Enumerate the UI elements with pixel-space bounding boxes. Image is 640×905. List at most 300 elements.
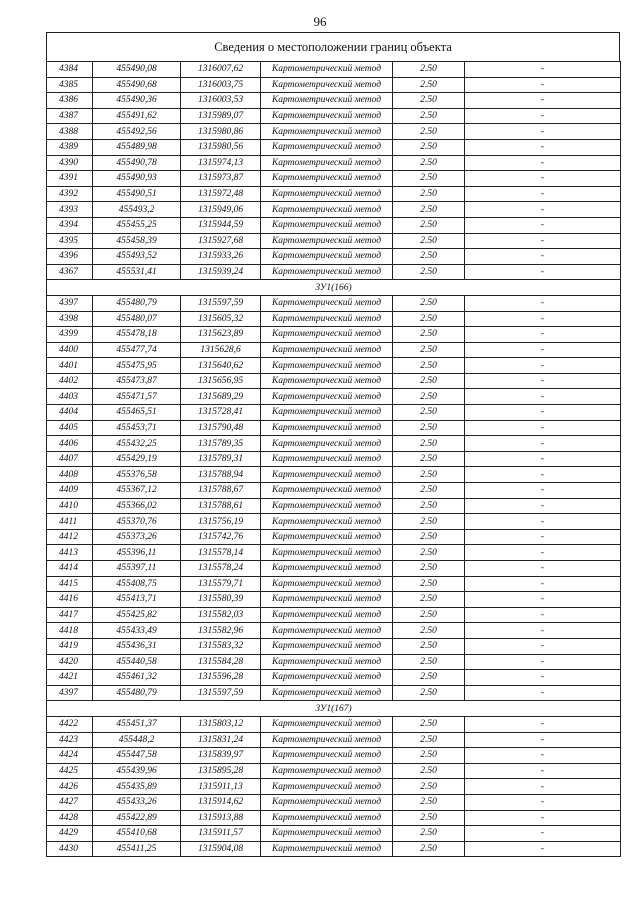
cell-coordinate-x: 455465,51 <box>93 405 181 421</box>
cell-accuracy: 2.50 <box>393 841 465 857</box>
cell-accuracy: 2.50 <box>393 77 465 93</box>
cell-method: Картометрический метод <box>261 420 393 436</box>
cell-point-number: 4425 <box>47 763 93 779</box>
cell-accuracy: 2.50 <box>393 124 465 140</box>
cell-coordinate-x: 455489,98 <box>93 139 181 155</box>
cell-accuracy: 2.50 <box>393 342 465 358</box>
table-row <box>47 186 621 202</box>
cell-accuracy: 2.50 <box>393 732 465 748</box>
cell-method: Картометрический метод <box>261 327 393 343</box>
cell-point-number: 4411 <box>47 514 93 530</box>
table-row <box>47 638 621 654</box>
cell-method: Картометрический метод <box>261 451 393 467</box>
cell-point-number: 4387 <box>47 108 93 124</box>
cell-coordinate-y: 1315790,48 <box>181 420 261 436</box>
coordinates-table-body <box>47 62 621 857</box>
cell-point-number: 4428 <box>47 810 93 826</box>
table-row <box>47 779 621 795</box>
cell-point-number: 4403 <box>47 389 93 405</box>
cell-method: Картометрический метод <box>261 841 393 857</box>
cell-description: - <box>465 498 621 514</box>
cell-description: - <box>465 685 621 701</box>
cell-coordinate-x: 455432,25 <box>93 436 181 452</box>
cell-accuracy: 2.50 <box>393 638 465 654</box>
cell-description: - <box>465 139 621 155</box>
table-row <box>47 592 621 608</box>
cell-accuracy: 2.50 <box>393 420 465 436</box>
cell-coordinate-x: 455490,51 <box>93 186 181 202</box>
cell-description: - <box>465 373 621 389</box>
table-row <box>47 62 621 78</box>
cell-accuracy: 2.50 <box>393 108 465 124</box>
cell-accuracy: 2.50 <box>393 264 465 280</box>
cell-coordinate-x: 455480,79 <box>93 295 181 311</box>
cell-point-number: 4388 <box>47 124 93 140</box>
table-row <box>47 810 621 826</box>
coordinates-table <box>46 61 621 857</box>
cell-accuracy: 2.50 <box>393 249 465 265</box>
cell-point-number: 4394 <box>47 217 93 233</box>
cell-point-number: 4410 <box>47 498 93 514</box>
table-row <box>47 826 621 842</box>
cell-coordinate-x: 455396,11 <box>93 545 181 561</box>
cell-method: Картометрический метод <box>261 358 393 374</box>
cell-description: - <box>465 155 621 171</box>
cell-description: - <box>465 826 621 842</box>
cell-coordinate-x: 455491,62 <box>93 108 181 124</box>
cell-method: Картометрический метод <box>261 139 393 155</box>
cell-description: - <box>465 342 621 358</box>
cell-point-number: 4416 <box>47 592 93 608</box>
cell-accuracy: 2.50 <box>393 139 465 155</box>
cell-description: - <box>465 202 621 218</box>
cell-point-number: 4413 <box>47 545 93 561</box>
cell-point-number: 4406 <box>47 436 93 452</box>
cell-coordinate-x: 455451,37 <box>93 716 181 732</box>
cell-point-number: 4385 <box>47 77 93 93</box>
cell-point-number: 4398 <box>47 311 93 327</box>
cell-coordinate-x: 455480,79 <box>93 685 181 701</box>
cell-coordinate-y: 1315949,06 <box>181 202 261 218</box>
cell-accuracy: 2.50 <box>393 155 465 171</box>
cell-description: - <box>465 217 621 233</box>
cell-accuracy: 2.50 <box>393 670 465 686</box>
cell-point-number: 4423 <box>47 732 93 748</box>
cell-coordinate-x: 455376,58 <box>93 467 181 483</box>
cell-coordinate-y: 1315789,35 <box>181 436 261 452</box>
cell-accuracy: 2.50 <box>393 545 465 561</box>
cell-description: - <box>465 810 621 826</box>
cell-description: - <box>465 233 621 249</box>
cell-coordinate-x: 455366,02 <box>93 498 181 514</box>
cell-description: - <box>465 483 621 499</box>
cell-coordinate-y: 1315756,19 <box>181 514 261 530</box>
cell-point-number: 4418 <box>47 623 93 639</box>
cell-coordinate-y: 1315939,24 <box>181 264 261 280</box>
cell-description: - <box>465 748 621 764</box>
cell-point-number: 4430 <box>47 841 93 857</box>
cell-coordinate-y: 1315803,12 <box>181 716 261 732</box>
cell-point-number: 4367 <box>47 264 93 280</box>
table-row <box>47 514 621 530</box>
cell-coordinate-x: 455490,36 <box>93 93 181 109</box>
cell-coordinate-x: 455471,57 <box>93 389 181 405</box>
cell-coordinate-y: 1315904,08 <box>181 841 261 857</box>
cell-method: Картометрический метод <box>261 233 393 249</box>
cell-coordinate-x: 455411,25 <box>93 841 181 857</box>
cell-coordinate-x: 455436,31 <box>93 638 181 654</box>
cell-description: - <box>465 732 621 748</box>
cell-point-number: 4384 <box>47 62 93 78</box>
cell-coordinate-x: 455490,78 <box>93 155 181 171</box>
cell-accuracy: 2.50 <box>393 186 465 202</box>
cell-coordinate-y: 1315640,62 <box>181 358 261 374</box>
cell-point-number: 4395 <box>47 233 93 249</box>
table-row <box>47 108 621 124</box>
cell-point-number: 4412 <box>47 529 93 545</box>
cell-method: Картометрический метод <box>261 794 393 810</box>
cell-coordinate-y: 1315605,32 <box>181 311 261 327</box>
cell-accuracy: 2.50 <box>393 311 465 327</box>
cell-method: Картометрический метод <box>261 124 393 140</box>
cell-point-number: 4391 <box>47 171 93 187</box>
cell-description: - <box>465 249 621 265</box>
table-row <box>47 670 621 686</box>
cell-point-number: 4397 <box>47 685 93 701</box>
cell-coordinate-x: 455367,12 <box>93 483 181 499</box>
cell-method: Картометрический метод <box>261 670 393 686</box>
cell-description: - <box>465 779 621 795</box>
cell-method: Картометрический метод <box>261 748 393 764</box>
cell-point-number: 4427 <box>47 794 93 810</box>
page-number: 96 <box>313 14 327 29</box>
table-row <box>47 155 621 171</box>
cell-method: Картометрический метод <box>261 62 393 78</box>
table-row <box>47 124 621 140</box>
cell-method: Картометрический метод <box>261 576 393 592</box>
table-row <box>47 529 621 545</box>
cell-coordinate-y: 1315927,68 <box>181 233 261 249</box>
cell-method: Картометрический метод <box>261 342 393 358</box>
cell-accuracy: 2.50 <box>393 716 465 732</box>
cell-description: - <box>465 62 621 78</box>
cell-coordinate-y: 1315656,95 <box>181 373 261 389</box>
cell-description: - <box>465 654 621 670</box>
cell-accuracy: 2.50 <box>393 389 465 405</box>
cell-description: - <box>465 171 621 187</box>
cell-coordinate-x: 455475,95 <box>93 358 181 374</box>
cell-coordinate-y: 1315980,56 <box>181 139 261 155</box>
cell-method: Картометрический метод <box>261 826 393 842</box>
cell-coordinate-y: 1315584,28 <box>181 654 261 670</box>
cell-point-number: 4389 <box>47 139 93 155</box>
cell-method: Картометрический метод <box>261 638 393 654</box>
cell-coordinate-x: 455458,39 <box>93 233 181 249</box>
section-label: ЗУ1(167) <box>47 701 621 717</box>
cell-coordinate-x: 455433,49 <box>93 623 181 639</box>
cell-description: - <box>465 436 621 452</box>
cell-coordinate-x: 455429,19 <box>93 451 181 467</box>
cell-method: Картометрический метод <box>261 483 393 499</box>
cell-accuracy: 2.50 <box>393 592 465 608</box>
cell-point-number: 4405 <box>47 420 93 436</box>
cell-description: - <box>465 670 621 686</box>
table-title: Сведения о местоположении границ объекта <box>46 32 620 61</box>
cell-method: Картометрический метод <box>261 607 393 623</box>
table-row <box>47 451 621 467</box>
cell-coordinate-x: 455425,82 <box>93 607 181 623</box>
cell-description: - <box>465 389 621 405</box>
cell-coordinate-x: 455435,89 <box>93 779 181 795</box>
cell-coordinate-x: 455448,2 <box>93 732 181 748</box>
cell-method: Картометрический метод <box>261 529 393 545</box>
cell-coordinate-x: 455461,32 <box>93 670 181 686</box>
table-row <box>47 202 621 218</box>
cell-coordinate-y: 1315944,59 <box>181 217 261 233</box>
cell-coordinate-x: 455480,07 <box>93 311 181 327</box>
cell-coordinate-y: 1315788,61 <box>181 498 261 514</box>
cell-coordinate-x: 455478,18 <box>93 327 181 343</box>
cell-accuracy: 2.50 <box>393 748 465 764</box>
cell-point-number: 4421 <box>47 670 93 686</box>
cell-coordinate-y: 1315582,03 <box>181 607 261 623</box>
cell-coordinate-y: 1315579,71 <box>181 576 261 592</box>
cell-coordinate-y: 1315578,24 <box>181 561 261 577</box>
cell-method: Картометрический метод <box>261 405 393 421</box>
cell-accuracy: 2.50 <box>393 171 465 187</box>
table-row <box>47 841 621 857</box>
cell-coordinate-y: 1315972,48 <box>181 186 261 202</box>
table-row <box>47 373 621 389</box>
cell-method: Картометрический метод <box>261 592 393 608</box>
table-row <box>47 436 621 452</box>
cell-description: - <box>465 420 621 436</box>
cell-accuracy: 2.50 <box>393 405 465 421</box>
cell-point-number: 4401 <box>47 358 93 374</box>
table-row <box>47 342 621 358</box>
table-row <box>47 732 621 748</box>
cell-point-number: 4409 <box>47 483 93 499</box>
cell-description: - <box>465 264 621 280</box>
cell-description: - <box>465 794 621 810</box>
cell-accuracy: 2.50 <box>393 561 465 577</box>
cell-accuracy: 2.50 <box>393 327 465 343</box>
table-row <box>47 763 621 779</box>
cell-description: - <box>465 108 621 124</box>
cell-point-number: 4400 <box>47 342 93 358</box>
cell-method: Картометрический метод <box>261 217 393 233</box>
cell-point-number: 4392 <box>47 186 93 202</box>
cell-accuracy: 2.50 <box>393 623 465 639</box>
cell-description: - <box>465 186 621 202</box>
cell-coordinate-x: 455433,26 <box>93 794 181 810</box>
table-row <box>47 171 621 187</box>
cell-coordinate-x: 455492,56 <box>93 124 181 140</box>
cell-description: - <box>465 638 621 654</box>
cell-coordinate-x: 455373,26 <box>93 529 181 545</box>
cell-accuracy: 2.50 <box>393 436 465 452</box>
cell-method: Картометрический метод <box>261 202 393 218</box>
cell-coordinate-y: 1315973,87 <box>181 171 261 187</box>
cell-coordinate-x: 455490,93 <box>93 171 181 187</box>
cell-accuracy: 2.50 <box>393 498 465 514</box>
cell-point-number: 4419 <box>47 638 93 654</box>
cell-method: Картометрический метод <box>261 810 393 826</box>
cell-coordinate-y: 1316003,75 <box>181 77 261 93</box>
cell-method: Картометрический метод <box>261 186 393 202</box>
cell-accuracy: 2.50 <box>393 514 465 530</box>
cell-description: - <box>465 405 621 421</box>
cell-method: Картометрический метод <box>261 436 393 452</box>
cell-method: Картометрический метод <box>261 498 393 514</box>
cell-point-number: 4396 <box>47 249 93 265</box>
cell-coordinate-x: 455453,71 <box>93 420 181 436</box>
cell-coordinate-y: 1315831,24 <box>181 732 261 748</box>
cell-coordinate-y: 1315597,59 <box>181 295 261 311</box>
cell-method: Картометрический метод <box>261 311 393 327</box>
cell-coordinate-y: 1315913,88 <box>181 810 261 826</box>
cell-point-number: 4417 <box>47 607 93 623</box>
cell-accuracy: 2.50 <box>393 202 465 218</box>
cell-accuracy: 2.50 <box>393 779 465 795</box>
cell-coordinate-x: 455422,89 <box>93 810 181 826</box>
cell-accuracy: 2.50 <box>393 295 465 311</box>
cell-accuracy: 2.50 <box>393 233 465 249</box>
cell-point-number: 4414 <box>47 561 93 577</box>
section-header-row <box>47 701 621 717</box>
cell-coordinate-y: 1315788,67 <box>181 483 261 499</box>
table-row <box>47 545 621 561</box>
table-row <box>47 654 621 670</box>
cell-coordinate-y: 1315788,94 <box>181 467 261 483</box>
section-header-row <box>47 280 621 296</box>
cell-accuracy: 2.50 <box>393 467 465 483</box>
cell-coordinate-y: 1315580,39 <box>181 592 261 608</box>
table-row <box>47 249 621 265</box>
cell-coordinate-y: 1315582,96 <box>181 623 261 639</box>
cell-description: - <box>465 124 621 140</box>
cell-coordinate-y: 1315742,76 <box>181 529 261 545</box>
cell-description: - <box>465 841 621 857</box>
cell-description: - <box>465 561 621 577</box>
cell-point-number: 4402 <box>47 373 93 389</box>
cell-description: - <box>465 93 621 109</box>
cell-coordinate-y: 1315839,97 <box>181 748 261 764</box>
cell-point-number: 4393 <box>47 202 93 218</box>
table-row <box>47 405 621 421</box>
cell-point-number: 4390 <box>47 155 93 171</box>
cell-description: - <box>465 529 621 545</box>
cell-description: - <box>465 77 621 93</box>
cell-coordinate-y: 1315980,86 <box>181 124 261 140</box>
cell-coordinate-x: 455370,76 <box>93 514 181 530</box>
cell-point-number: 4407 <box>47 451 93 467</box>
boundary-sheet <box>46 32 620 857</box>
table-row <box>47 420 621 436</box>
table-row <box>47 264 621 280</box>
table-row <box>47 327 621 343</box>
cell-coordinate-x: 455531,41 <box>93 264 181 280</box>
table-row <box>47 389 621 405</box>
table-row <box>47 716 621 732</box>
cell-description: - <box>465 592 621 608</box>
cell-method: Картометрический метод <box>261 77 393 93</box>
cell-coordinate-x: 455490,68 <box>93 77 181 93</box>
cell-point-number: 4429 <box>47 826 93 842</box>
cell-point-number: 4408 <box>47 467 93 483</box>
cell-coordinate-y: 1315989,07 <box>181 108 261 124</box>
cell-method: Картометрический метод <box>261 623 393 639</box>
cell-point-number: 4399 <box>47 327 93 343</box>
table-row <box>47 685 621 701</box>
cell-accuracy: 2.50 <box>393 607 465 623</box>
cell-coordinate-y: 1315597,59 <box>181 685 261 701</box>
cell-description: - <box>465 451 621 467</box>
cell-method: Картометрический метод <box>261 373 393 389</box>
table-row <box>47 483 621 499</box>
cell-accuracy: 2.50 <box>393 810 465 826</box>
cell-coordinate-x: 455440,58 <box>93 654 181 670</box>
cell-method: Картометрический метод <box>261 732 393 748</box>
cell-coordinate-y: 1315914,62 <box>181 794 261 810</box>
cell-method: Картометрический метод <box>261 295 393 311</box>
cell-description: - <box>465 763 621 779</box>
cell-accuracy: 2.50 <box>393 763 465 779</box>
cell-point-number: 4422 <box>47 716 93 732</box>
cell-coordinate-x: 455493,2 <box>93 202 181 218</box>
table-row <box>47 623 621 639</box>
cell-description: - <box>465 716 621 732</box>
cell-method: Картометрический метод <box>261 155 393 171</box>
table-row <box>47 748 621 764</box>
cell-coordinate-x: 455447,58 <box>93 748 181 764</box>
cell-method: Картометрический метод <box>261 108 393 124</box>
table-row <box>47 77 621 93</box>
cell-method: Картометрический метод <box>261 264 393 280</box>
table-row <box>47 233 621 249</box>
cell-coordinate-y: 1315628,6 <box>181 342 261 358</box>
cell-coordinate-y: 1315911,57 <box>181 826 261 842</box>
cell-method: Картометрический метод <box>261 685 393 701</box>
cell-coordinate-y: 1315911,13 <box>181 779 261 795</box>
cell-accuracy: 2.50 <box>393 529 465 545</box>
cell-method: Картометрический метод <box>261 716 393 732</box>
cell-accuracy: 2.50 <box>393 826 465 842</box>
table-row <box>47 217 621 233</box>
table-row <box>47 311 621 327</box>
table-row <box>47 561 621 577</box>
table-row <box>47 93 621 109</box>
cell-description: - <box>465 327 621 343</box>
cell-point-number: 4404 <box>47 405 93 421</box>
table-row <box>47 139 621 155</box>
cell-accuracy: 2.50 <box>393 654 465 670</box>
cell-coordinate-y: 1315583,32 <box>181 638 261 654</box>
cell-description: - <box>465 514 621 530</box>
cell-coordinate-x: 455473,87 <box>93 373 181 389</box>
cell-coordinate-y: 1315623,89 <box>181 327 261 343</box>
cell-coordinate-y: 1316003,53 <box>181 93 261 109</box>
table-row <box>47 498 621 514</box>
cell-coordinate-x: 455490,08 <box>93 62 181 78</box>
cell-method: Картометрический метод <box>261 249 393 265</box>
cell-description: - <box>465 311 621 327</box>
cell-method: Картометрический метод <box>261 93 393 109</box>
cell-method: Картометрический метод <box>261 654 393 670</box>
cell-coordinate-x: 455410,68 <box>93 826 181 842</box>
cell-method: Картометрический метод <box>261 779 393 795</box>
cell-description: - <box>465 545 621 561</box>
